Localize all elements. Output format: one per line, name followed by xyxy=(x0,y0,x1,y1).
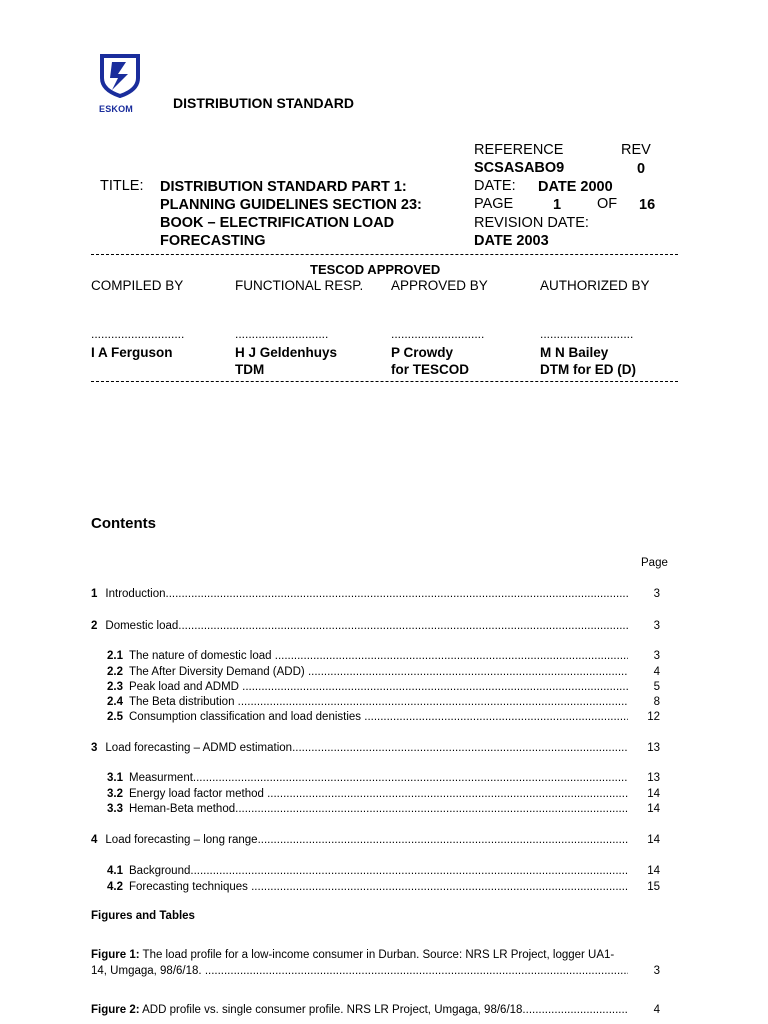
toc-number: 4.1 xyxy=(107,865,123,877)
toc-title: The After Diversity Demand (ADD) xyxy=(129,666,308,678)
figure-page: 3 xyxy=(653,965,660,977)
toc-title: Energy load factor method xyxy=(129,788,268,800)
toc-number: 2.1 xyxy=(107,650,123,662)
toc-page: 14 xyxy=(647,788,660,800)
figure-caption: The load profile for a low-income consumer in Durban. Source: NRS LR Project, logger UA1- xyxy=(139,949,615,961)
toc-page: 15 xyxy=(647,881,660,893)
toc-title: Load forecasting – long range xyxy=(105,834,258,846)
toc-entry[interactable] xyxy=(91,710,671,724)
approved-by-label: APPROVED BY xyxy=(391,278,488,293)
toc-number: 1 xyxy=(91,588,98,600)
figure-label: Figure 1: xyxy=(91,949,140,961)
toc-entry[interactable] xyxy=(91,802,671,816)
toc-number: 3 xyxy=(91,742,98,754)
figure-caption-cont: 14, Umgaga, 98/6/18. xyxy=(91,965,205,977)
approved-by-name: P Crowdy xyxy=(391,345,454,360)
toc-title: Domestic load xyxy=(105,620,179,632)
toc-page: 8 xyxy=(653,696,660,708)
title-line-3: BOOK – ELECTRIFICATION LOAD xyxy=(160,215,395,231)
toc-entry[interactable] xyxy=(91,741,671,755)
toc-entry[interactable] xyxy=(91,880,671,894)
toc-entry[interactable] xyxy=(91,680,671,694)
of-label: OF xyxy=(597,196,618,212)
toc-title: Introduction xyxy=(105,588,166,600)
toc-title: Heman-Beta method xyxy=(129,803,236,815)
page-value: 1 xyxy=(553,197,562,213)
toc-title: The nature of domestic load xyxy=(129,650,275,662)
toc-number: 4.2 xyxy=(107,881,123,893)
toc-title: Consumption classification and load denisties xyxy=(129,711,365,723)
page-column-header: Page xyxy=(641,557,668,569)
toc-page: 14 xyxy=(647,865,660,877)
title-line-1: DISTRIBUTION STANDARD PART 1: xyxy=(160,179,407,195)
reference-value: SCSASABO9 xyxy=(474,160,565,176)
reference-label: REFERENCE xyxy=(474,142,564,158)
doc-type: DISTRIBUTION STANDARD xyxy=(173,95,354,111)
authorized-by-name: M N Bailey xyxy=(540,345,609,360)
rev-value: 0 xyxy=(637,161,646,177)
eskom-wordmark: ESKOM xyxy=(99,104,134,114)
toc-entry[interactable] xyxy=(91,665,671,679)
compiled-by-name: I A Ferguson xyxy=(91,345,173,360)
page-label: PAGE xyxy=(474,196,514,212)
revision-date-value: DATE 2003 xyxy=(474,233,549,249)
toc-title: Measurment xyxy=(129,772,193,784)
toc-number: 3.3 xyxy=(107,803,123,815)
title-line-4: FORECASTING xyxy=(160,233,266,249)
toc-title: Forecasting techniques xyxy=(129,881,252,893)
toc-page: 4 xyxy=(653,666,660,678)
toc-number: 4 xyxy=(91,834,98,846)
toc-page: 3 xyxy=(653,620,660,632)
toc-page: 3 xyxy=(653,588,660,600)
toc-page: 13 xyxy=(647,772,660,784)
of-value: 16 xyxy=(639,197,656,213)
toc-number: 2 xyxy=(91,620,98,632)
figure-page: 4 xyxy=(653,1004,660,1016)
toc-page: 13 xyxy=(647,742,660,754)
toc-title: Load forecasting – ADMD estimation xyxy=(105,742,293,754)
approvals-divider xyxy=(91,381,678,382)
toc-entry[interactable] xyxy=(91,864,671,878)
functional-resp-role: TDM xyxy=(235,362,265,377)
functional-resp-label: FUNCTIONAL RESP. xyxy=(235,278,364,293)
contents-heading: Contents xyxy=(91,515,156,532)
title-label: TITLE: xyxy=(100,178,144,194)
toc-number: 3.2 xyxy=(107,788,123,800)
toc-number: 2.3 xyxy=(107,681,123,693)
rev-label: REV xyxy=(621,142,651,158)
figures-heading: Figures and Tables xyxy=(91,910,195,922)
toc-number: 2.4 xyxy=(107,696,123,708)
toc-number: 2.5 xyxy=(107,711,123,723)
toc-entry[interactable] xyxy=(91,771,671,785)
toc-entry[interactable] xyxy=(91,833,671,847)
approved-by-role: for TESCOD xyxy=(391,362,470,377)
date-value: DATE 2000 xyxy=(538,179,613,195)
revision-date-label: REVISION DATE: xyxy=(474,215,589,231)
toc-entry[interactable] xyxy=(91,787,671,801)
toc-title: The Beta distribution xyxy=(129,696,238,708)
title-line-2: PLANNING GUIDELINES SECTION 23: xyxy=(160,197,422,213)
toc-entry[interactable] xyxy=(91,587,671,601)
authorized-by-label: AUTHORIZED BY xyxy=(540,278,650,293)
toc-page: 3 xyxy=(653,650,660,662)
signature-line-compiled: ............................ xyxy=(91,327,185,341)
toc-number: 3.1 xyxy=(107,772,123,784)
signature-line-authorized: ............................ xyxy=(540,327,634,341)
toc-page: 14 xyxy=(647,803,660,815)
date-label: DATE: xyxy=(474,178,516,194)
toc-page: 5 xyxy=(653,681,660,693)
authorized-by-role: DTM for ED (D) xyxy=(540,362,636,377)
toc-entry[interactable] xyxy=(91,649,671,663)
figure-label: Figure 2: xyxy=(91,1004,140,1016)
toc-page: 12 xyxy=(647,711,660,723)
toc-entry[interactable] xyxy=(91,619,671,633)
toc-title: Peak load and ADMD xyxy=(129,681,243,693)
functional-resp-name: H J Geldenhuys xyxy=(235,345,338,360)
signature-line-functional: ............................ xyxy=(235,327,329,341)
toc-entry[interactable] xyxy=(91,695,671,709)
eskom-logo xyxy=(97,52,143,120)
toc-title: Background xyxy=(129,865,191,877)
tescod-approved-banner: TESCOD APPROVED xyxy=(310,262,441,277)
toc-page: 14 xyxy=(647,834,660,846)
compiled-by-label: COMPILED BY xyxy=(91,278,184,293)
figure-entry-line[interactable] xyxy=(91,949,691,961)
figure-entry[interactable] xyxy=(91,964,671,978)
signature-line-approved: ............................ xyxy=(391,327,485,341)
toc-number: 2.2 xyxy=(107,666,123,678)
header-divider xyxy=(91,254,678,255)
eskom-emblem-icon xyxy=(98,52,142,98)
figure-caption: ADD profile vs. single consumer profile. NRS LR Project, Umgaga, 98/6/18. xyxy=(139,1004,526,1016)
figure-entry[interactable] xyxy=(91,1003,671,1017)
